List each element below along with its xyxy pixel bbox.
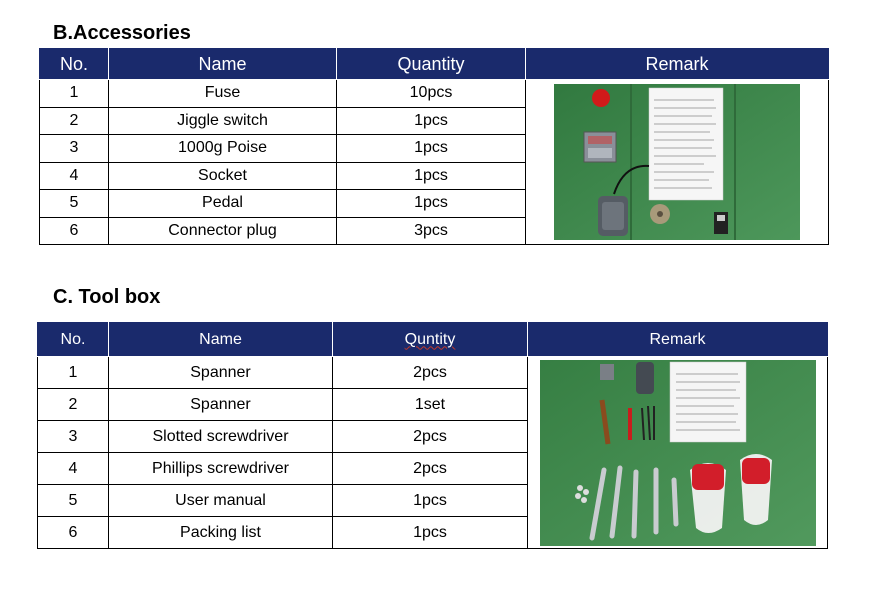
cell-no: 3 xyxy=(38,421,109,453)
cell-name: Socket xyxy=(109,162,337,190)
cell-no: 2 xyxy=(40,107,109,135)
header-quantity: Quantity xyxy=(337,49,526,80)
cell-no: 1 xyxy=(40,80,109,108)
cell-qty: 10pcs xyxy=(337,80,526,108)
cell-qty: 1pcs xyxy=(337,162,526,190)
cell-qty: 3pcs xyxy=(337,217,526,245)
cell-qty: 2pcs xyxy=(333,357,528,389)
cell-no: 5 xyxy=(38,485,109,517)
toolbox-table xyxy=(37,322,828,549)
table-row xyxy=(38,357,828,389)
toolbox-title: C. Tool box xyxy=(53,286,161,308)
header-quantity-label: Quntity xyxy=(404,330,456,348)
table-header-row xyxy=(38,323,828,357)
cell-name: Jiggle switch xyxy=(109,107,337,135)
cell-qty: 1pcs xyxy=(333,517,528,549)
header-no: No. xyxy=(38,323,109,357)
header-name: Name xyxy=(109,49,337,80)
cell-name: Phillips screwdriver xyxy=(109,453,333,485)
accessories-photo-cell xyxy=(526,80,829,245)
cell-qty: 2pcs xyxy=(333,421,528,453)
cell-name: Spanner xyxy=(109,357,333,389)
accessories-table xyxy=(39,48,829,245)
cell-no: 4 xyxy=(38,453,109,485)
cell-qty: 1pcs xyxy=(333,485,528,517)
header-remark: Remark xyxy=(528,323,828,357)
toolbox-photo xyxy=(540,360,816,546)
cell-qty: 1pcs xyxy=(337,190,526,218)
header-name: Name xyxy=(109,323,333,357)
cell-name: 1000g Poise xyxy=(109,135,337,163)
accessories-photo xyxy=(554,84,800,240)
cell-qty: 1pcs xyxy=(337,135,526,163)
cell-name: Connector plug xyxy=(109,217,337,245)
cell-no: 2 xyxy=(38,389,109,421)
header-no: No. xyxy=(40,49,109,80)
table-header-row xyxy=(40,49,829,80)
cell-name: Pedal xyxy=(109,190,337,218)
cell-no: 6 xyxy=(38,517,109,549)
header-remark: Remark xyxy=(526,49,829,80)
cell-name: Packing list xyxy=(109,517,333,549)
cell-name: User manual xyxy=(109,485,333,517)
cell-no: 5 xyxy=(40,190,109,218)
cell-qty: 1set xyxy=(333,389,528,421)
cell-name: Spanner xyxy=(109,389,333,421)
cell-name: Slotted screwdriver xyxy=(109,421,333,453)
cell-qty: 1pcs xyxy=(337,107,526,135)
cell-name: Fuse xyxy=(109,80,337,108)
cell-no: 6 xyxy=(40,217,109,245)
cell-no: 1 xyxy=(38,357,109,389)
header-quantity xyxy=(333,323,528,357)
cell-no: 4 xyxy=(40,162,109,190)
cell-no: 3 xyxy=(40,135,109,163)
table-row xyxy=(40,80,829,108)
toolbox-photo-cell xyxy=(528,357,828,549)
cell-qty: 2pcs xyxy=(333,453,528,485)
accessories-title: B.Accessories xyxy=(53,22,191,44)
